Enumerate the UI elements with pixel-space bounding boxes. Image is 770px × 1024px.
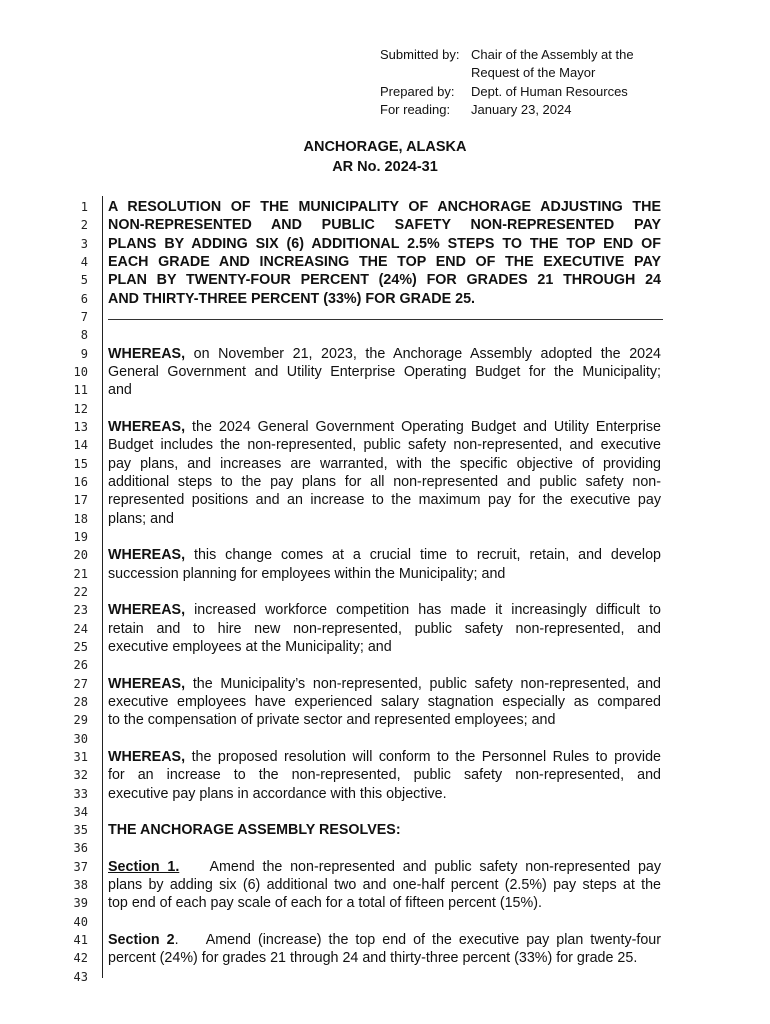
whereas-3-line: succession planning for employees within the Municipality; and [108, 565, 506, 582]
for-reading-value: January 23, 2024 [471, 101, 572, 117]
prepared-by-value: Dept. of Human Resources [471, 83, 628, 99]
section-2-label: Section 2 [108, 932, 175, 949]
line-number: 27 [73, 676, 88, 691]
line-number: 22 [73, 584, 88, 599]
line-number: 31 [73, 749, 88, 764]
line-number: 8 [80, 328, 88, 343]
whereas-2-line: plans; and [108, 510, 174, 527]
line-number: 37 [73, 859, 88, 874]
line-number: 41 [73, 933, 88, 948]
line-number: 25 [73, 639, 88, 654]
whereas-4-line: executive employees at the Municipality; and [108, 638, 392, 655]
line-number: 35 [73, 823, 88, 838]
whereas-2-line: WHEREAS, the 2024 General Government Operating Budget and Utility Enterprise [108, 418, 661, 435]
line-number: 39 [73, 896, 88, 911]
line-number: 14 [73, 438, 88, 453]
line-number: 26 [73, 658, 88, 673]
line-number: 9 [80, 346, 88, 361]
section-1-line: Section 1. Amend the non-represented and public safety non-represented pay [108, 858, 661, 875]
line-number: 6 [80, 291, 88, 306]
line-number: 17 [73, 493, 88, 508]
whereas-5-line: to the compensation of private sector and represented employees; and [108, 712, 556, 729]
margin-rule [102, 196, 103, 978]
whereas-1-line: WHEREAS, on November 21, 2023, the Anchorage Assembly adopted the 2024 [108, 345, 661, 362]
submitted-by-row-2 [380, 64, 641, 82]
resolution-body [108, 198, 661, 986]
whereas-4-line: retain and to hire new non-represented, public safety non-represented, and [108, 620, 661, 637]
line-number: 28 [73, 694, 88, 709]
whereas-1-line: and [108, 382, 132, 399]
whereas-5-line: executive employees have experienced salary stagnation especially as compared [108, 693, 661, 710]
line-number: 16 [73, 474, 88, 489]
resolution-title-line: EACH GRADE AND INCREASING THE TOP END OF THE EXECUTIVE PAY [108, 253, 661, 270]
line-number: 10 [73, 364, 88, 379]
line-number: 30 [73, 731, 88, 746]
whereas-1-line: General Government and Utility Enterprise Operating Budget for the Municipality; [108, 363, 661, 380]
submitted-by-value-2: Request of the Mayor [471, 65, 596, 81]
document-title: ANCHORAGE, ALASKA [303, 139, 467, 155]
for-reading-row [380, 101, 641, 119]
for-reading-label: For reading: [380, 101, 451, 117]
line-number: 21 [73, 566, 88, 581]
line-number: 7 [80, 309, 88, 324]
line-number: 32 [73, 768, 88, 783]
resolves-heading: THE ANCHORAGE ASSEMBLY RESOLVES: [108, 822, 401, 839]
resolution-title-line: PLANS BY ADDING SIX (6) ADDITIONAL 2.5% STEPS TO THE TOP END OF [108, 235, 661, 252]
resolution-title-line: PLAN BY TWENTY-FOUR PERCENT (24%) FOR GRADES 21 THROUGH 24 [108, 272, 661, 289]
prepared-by-row [380, 83, 641, 101]
submitted-by-value: Chair of the Assembly at the [471, 47, 634, 62]
submitted-by-row [380, 46, 641, 64]
line-number: 20 [73, 548, 88, 563]
line-number: 3 [80, 236, 88, 251]
line-number: 43 [73, 969, 88, 984]
section-1-line: plans by adding six (6) additional two and one-half percent (2.5%) pay steps at the [108, 877, 661, 894]
whereas-6-line: WHEREAS, the proposed resolution will conform to the Personnel Rules to provide [108, 748, 661, 765]
whereas-2-line: Budget includes the non-represented, public safety non-represented, and executive [108, 437, 661, 454]
whereas-4-line: WHEREAS, increased workforce competition has made it increasingly difficult to [108, 602, 661, 619]
line-number: 15 [73, 456, 88, 471]
line-number: 19 [73, 529, 88, 544]
line-number: 42 [73, 951, 88, 966]
line-number: 34 [73, 804, 88, 819]
whereas-6-line: executive pay plans in accordance with this objective. [108, 785, 447, 802]
section-1-line: top end of each pay scale of each for a total of fifteen percent (15%). [108, 895, 542, 912]
whereas-2-line: pay plans, and increases are warranted, with the specific objective of providing [108, 455, 661, 472]
section-2-line: Section 2. Amend (increase) the top end of the executive pay plan twenty-four [108, 932, 661, 949]
section-2-line: percent (24%) for grades 21 through 24 and thirty-three percent (33%) for grade 25. [108, 950, 638, 967]
line-number: 11 [73, 383, 88, 398]
line-number: 12 [73, 401, 88, 416]
line-number: 1 [80, 200, 88, 214]
title-separator-rule [108, 319, 663, 320]
line-number: 2 [80, 218, 88, 233]
resolution-title-line: A RESOLUTION OF THE MUNICIPALITY OF ANCHORAGE ADJUSTING THE [108, 199, 661, 215]
line-number: 13 [73, 419, 88, 434]
line-number: 33 [73, 786, 88, 801]
whereas-2-line: represented positions and an increase to the maximum pay for the executive pay [108, 492, 661, 509]
line-number: 5 [80, 273, 88, 288]
line-number-gutter [60, 198, 88, 986]
prepared-by-label: Prepared by: [380, 83, 455, 99]
whereas-6-line: for an increase to the non-represented, public safety non-represented, and [108, 767, 661, 784]
whereas-3-line: WHEREAS, this change comes at a crucial time to recruit, retain, and develop [108, 547, 661, 564]
line-number: 24 [73, 621, 88, 636]
submitted-by-label: Submitted by: [380, 47, 460, 62]
resolution-number: AR No. 2024-31 [332, 159, 438, 175]
line-number: 40 [73, 914, 88, 929]
line-number: 36 [73, 841, 88, 856]
resolution-title-line: NON-REPRESENTED AND PUBLIC SAFETY NON-REPRESENTED PAY [108, 217, 661, 234]
line-number: 29 [73, 713, 88, 728]
resolution-title-line: AND THIRTY-THREE PERCENT (33%) FOR GRADE 25. [108, 290, 475, 307]
line-number: 4 [80, 254, 88, 269]
whereas-2-line: additional steps to the pay plans for all non-represented and public safety non- [108, 473, 661, 490]
line-number: 23 [73, 603, 88, 618]
whereas-5-line: WHEREAS, the Municipality’s non-represented, public safety non-represented, and [108, 675, 661, 692]
line-number: 18 [73, 511, 88, 526]
section-1-label: Section 1. [108, 858, 180, 875]
submission-info [380, 46, 641, 119]
line-number: 38 [73, 878, 88, 893]
